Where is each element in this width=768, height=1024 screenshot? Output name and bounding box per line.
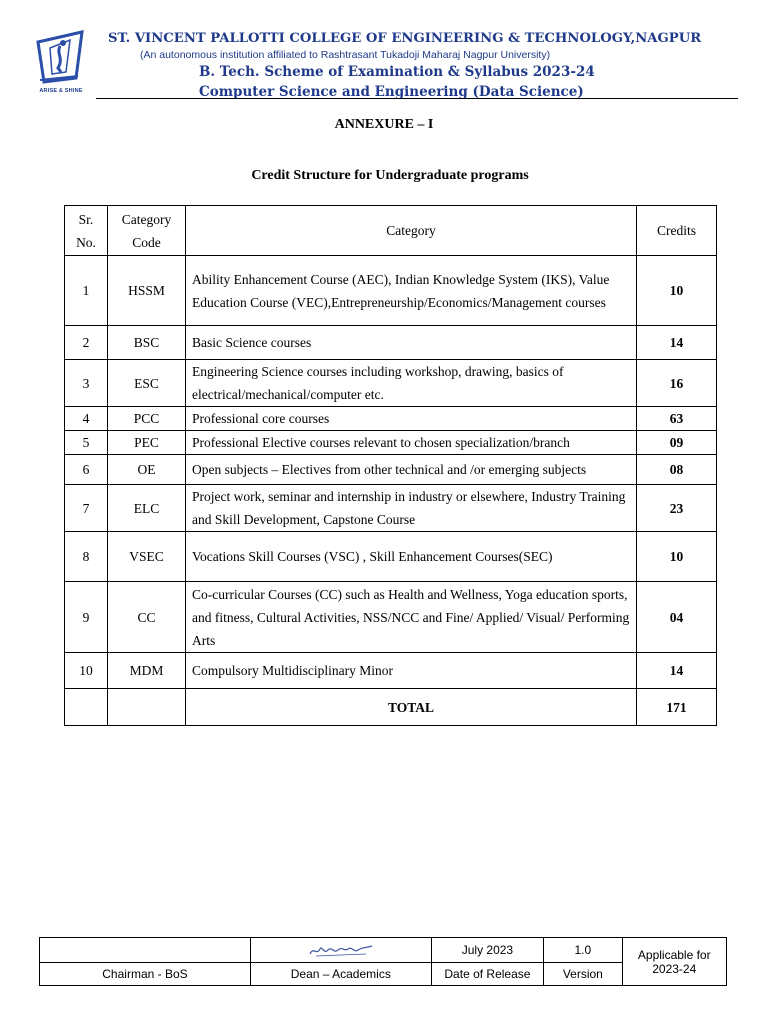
row-code: PCC bbox=[108, 407, 186, 431]
row-code: CC bbox=[108, 582, 186, 653]
row-credits: 10 bbox=[637, 256, 717, 326]
table-row bbox=[65, 407, 717, 431]
total-row bbox=[65, 689, 717, 726]
row-credits: 23 bbox=[637, 485, 717, 532]
row-category: Professional Elective courses relevant to chosen specialization/branch bbox=[186, 431, 637, 455]
row-code: VSEC bbox=[108, 532, 186, 582]
row-sr: 1 bbox=[65, 256, 108, 326]
row-sr: 2 bbox=[65, 326, 108, 360]
row-credits: 04 bbox=[637, 582, 717, 653]
total-empty-cell bbox=[108, 689, 186, 726]
total-empty-cell bbox=[65, 689, 108, 726]
approval-footer bbox=[39, 937, 727, 986]
version-value: 1.0 bbox=[544, 938, 622, 963]
applicable-cell bbox=[622, 938, 727, 986]
header-divider bbox=[96, 98, 738, 99]
row-code: BSC bbox=[108, 326, 186, 360]
row-sr: 3 bbox=[65, 360, 108, 407]
table-row bbox=[65, 653, 717, 689]
row-category: Engineering Science courses including workshop, drawing, basics of electrical/mechanical/computer etc. bbox=[186, 360, 637, 407]
chairman-label: Chairman - BoS bbox=[40, 963, 251, 986]
row-sr: 5 bbox=[65, 431, 108, 455]
row-category: Compulsory Multidisciplinary Minor bbox=[186, 653, 637, 689]
row-category: Basic Science courses bbox=[186, 326, 637, 360]
total-label: TOTAL bbox=[186, 689, 637, 726]
row-code: HSSM bbox=[108, 256, 186, 326]
annexure-heading: ANNEXURE – I bbox=[334, 117, 434, 132]
row-code: OE bbox=[108, 455, 186, 485]
table-row bbox=[65, 455, 717, 485]
row-sr: 10 bbox=[65, 653, 108, 689]
header-category-code: Category Code bbox=[108, 206, 186, 256]
scheme-title: B. Tech. Scheme of Examination & Syllabus 2023-24 bbox=[199, 64, 595, 80]
row-category: Project work, seminar and internship in industry or elsewhere, Industry Training and Skill Development, Capstone Course bbox=[186, 485, 637, 532]
release-date-label: Date of Release bbox=[431, 963, 543, 986]
table-row bbox=[65, 326, 717, 360]
release-date-value: July 2023 bbox=[431, 938, 543, 963]
table-title: Credit Structure for Undergraduate programs bbox=[251, 168, 529, 183]
college-name: ST. VINCENT PALLOTTI COLLEGE OF ENGINEERING & TECHNOLOGY,NAGPUR bbox=[108, 31, 702, 46]
dean-signature-cell bbox=[250, 938, 431, 963]
chairman-signature-cell bbox=[40, 938, 251, 963]
row-category: Ability Enhancement Course (AEC), Indian Knowledge System (IKS), Value Education Course (VEC),Entrepreneurship/Economics/Management courses bbox=[186, 256, 637, 326]
row-credits: 63 bbox=[637, 407, 717, 431]
header-sr-no: Sr. No. bbox=[65, 206, 108, 256]
row-code: PEC bbox=[108, 431, 186, 455]
table-row bbox=[65, 532, 717, 582]
row-category: Vocations Skill Courses (VSC) , Skill Enhancement Courses(SEC) bbox=[186, 532, 637, 582]
table-row bbox=[65, 582, 717, 653]
row-sr: 9 bbox=[65, 582, 108, 653]
row-sr: 7 bbox=[65, 485, 108, 532]
row-credits: 10 bbox=[637, 532, 717, 582]
row-category: Co-curricular Courses (CC) such as Health and Wellness, Yoga education sports, and fitness, Cultural Activities, NSS/NCC and Fine/ Applied/ Visual/ Performing Arts bbox=[186, 582, 637, 653]
college-emblem-icon bbox=[30, 28, 92, 86]
dean-label: Dean – Academics bbox=[250, 963, 431, 986]
department-title: Computer Science and Engineering (Data Science) bbox=[199, 84, 584, 100]
row-credits: 09 bbox=[637, 431, 717, 455]
row-sr: 8 bbox=[65, 532, 108, 582]
applicable-line1: Applicable for bbox=[637, 947, 711, 962]
row-category: Open subjects – Electives from other technical and /or emerging subjects bbox=[186, 455, 637, 485]
row-code: ESC bbox=[108, 360, 186, 407]
table-row bbox=[65, 431, 717, 455]
row-credits: 08 bbox=[637, 455, 717, 485]
credit-structure-table bbox=[64, 205, 717, 726]
total-value: 171 bbox=[637, 689, 717, 726]
row-sr: 6 bbox=[65, 455, 108, 485]
dean-signature-icon bbox=[306, 940, 376, 960]
table-row bbox=[65, 485, 717, 532]
row-category: Professional core courses bbox=[186, 407, 637, 431]
affiliation-note: (An autonomous institution affiliated to Rashtrasant Tukadoji Maharaj Nagpur University) bbox=[140, 49, 551, 61]
table-header-row bbox=[65, 206, 717, 256]
applicable-line2: 2023-24 bbox=[652, 961, 697, 976]
row-sr: 4 bbox=[65, 407, 108, 431]
row-credits: 14 bbox=[637, 326, 717, 360]
logo-motto: ARISE & SHINE bbox=[39, 88, 83, 94]
header-category: Category bbox=[186, 206, 637, 256]
header-credits: Credits bbox=[637, 206, 717, 256]
table-row bbox=[65, 256, 717, 326]
row-credits: 14 bbox=[637, 653, 717, 689]
version-label: Version bbox=[544, 963, 622, 986]
row-credits: 16 bbox=[637, 360, 717, 407]
row-code: MDM bbox=[108, 653, 186, 689]
row-code: ELC bbox=[108, 485, 186, 532]
table-row bbox=[65, 360, 717, 407]
college-logo bbox=[30, 28, 92, 98]
